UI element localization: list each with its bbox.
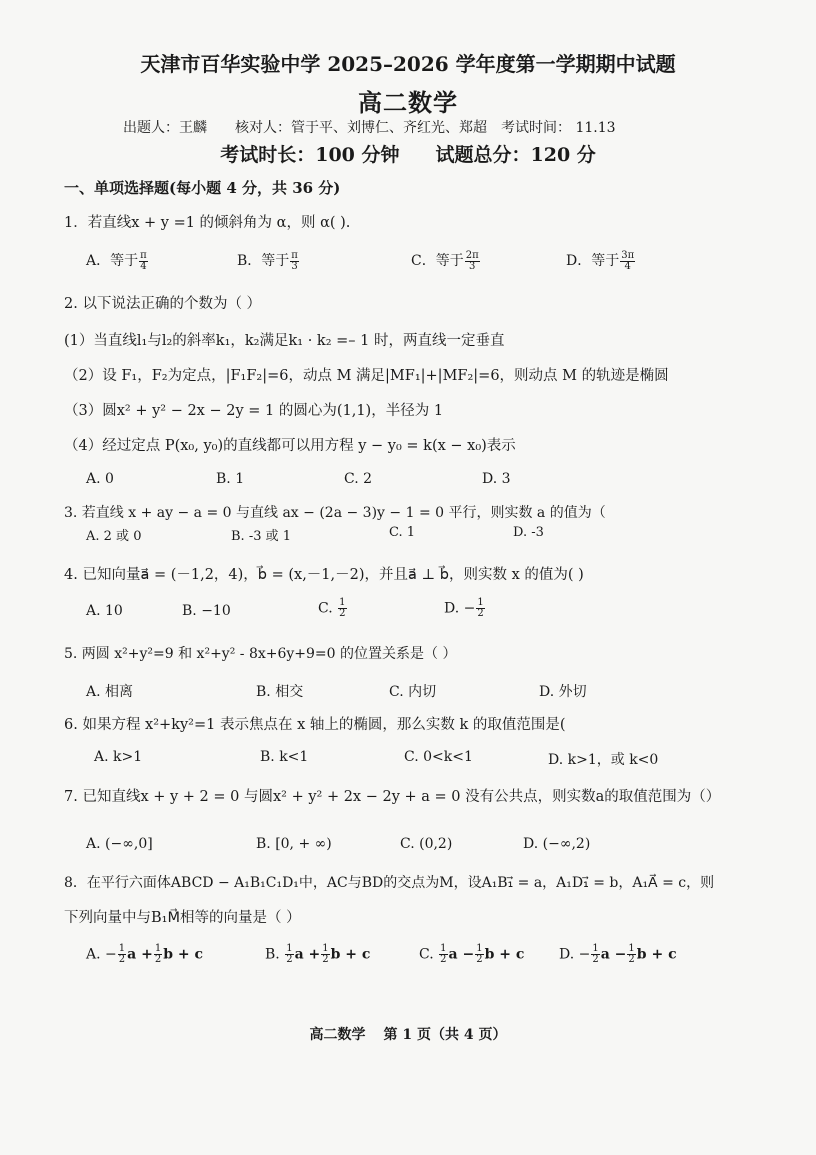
author-info: 出题人：王麟 <box>123 120 207 136</box>
q1-stem: 1．若直线x + y =1 的倾斜角为 α，则 α( ). <box>64 215 351 231</box>
q8-stem-line1: 8．在平行六面体ABCD − A₁B₁C₁D₁中，AC与BD的交点为M，设A₁B₁⃗ = a，A₁D₁⃗ = b，A₁A⃗ = c，则 <box>64 875 715 891</box>
q2-option-c: C. 2 <box>344 471 373 487</box>
footer-subject: 高二数学 <box>309 1027 366 1043</box>
option-label: B．等于 <box>237 253 290 269</box>
page-footer <box>0 1024 816 1044</box>
q3-stem: 3. 若直线 x + ay − a = 0 与直线 ax − (2a − 3)y − 1 = 0 平行，则实数 a 的值为（ <box>64 505 606 521</box>
option-label: A．等于 <box>86 253 139 269</box>
q7-option-a: A. (−∞,0] <box>86 836 153 852</box>
q1-option-c <box>411 250 481 272</box>
q6-stem: 6. 如果方程 x²+ky²=1 表示焦点在 x 轴上的椭圆，那么实数 k 的取值范围是( <box>64 717 566 733</box>
duration-line <box>0 140 816 167</box>
q4-stem: 4. 已知向量a⃗ = (－1,2，4)，b⃗ = (x,－1,－2)，并且a⃗ ⊥ b⃗，则实数 x 的值为( ) <box>64 567 584 583</box>
q2-stem: 2. 以下说法正确的个数为（ ） <box>64 296 262 312</box>
exam-total-score: 试题总分：120 分 <box>435 144 596 166</box>
fraction: $\frac{1}{2}$ <box>154 943 162 965</box>
q7-stem: 7. 已知直线x + y + 2 = 0 与圆x² + y² + 2x − 2y + a = 0 没有公共点，则实数a的取值范围为（） <box>64 789 721 805</box>
q6-option-c: C. 0<k<1 <box>404 749 473 765</box>
fraction: $\frac{1}{2}$ <box>118 943 126 965</box>
fraction: $\frac{1}{2}$ <box>628 943 635 965</box>
q8-option-a: A. − $\frac{1}{2}$ a + $\frac{1}{2}$ b + c <box>86 943 203 965</box>
q3-option-c: C. 1 <box>389 525 416 540</box>
option-label: D．等于 <box>566 253 620 269</box>
exam-subject: 高二数学 <box>358 88 458 117</box>
q2-statement-2: （2）设 F₁，F₂为定点，|F₁F₂|=6，动点 M 满足|MF₁|+|MF₂|=6，则动点 M 的轨迹是椭圆 <box>64 368 669 384</box>
fraction: $\frac{\pi}{4}$ <box>140 249 147 272</box>
q4-option-b: B. −10 <box>182 603 231 619</box>
page-number: 第 1 页（共 4 页） <box>383 1027 507 1043</box>
fraction: $\frac{1}{2}$ <box>476 943 483 965</box>
fraction: $\frac{1}{2}$ <box>286 943 293 965</box>
fraction: $\frac{\pi}{3}$ <box>291 249 298 272</box>
q5-option-d: D. 外切 <box>539 684 587 700</box>
q3-option-b: B. -3 或 1 <box>231 529 292 544</box>
exam-date: 考试时间： 11.13 <box>501 120 616 136</box>
q5-option-c: C. 内切 <box>389 684 437 700</box>
fraction: $\frac{1}{2}$ <box>339 597 346 619</box>
exam-duration: 考试时长：100 分钟 <box>220 144 400 166</box>
q6-option-a: A. k>1 <box>94 749 143 765</box>
q5-stem: 5. 两圆 x²+y²=9 和 x²+y² - 8x+6y+9=0 的位置关系是（ ） <box>64 646 457 662</box>
q5-option-b: B. 相交 <box>256 684 304 700</box>
q4-option-a: A. 10 <box>86 603 123 619</box>
q2-option-a: A. 0 <box>86 471 114 487</box>
q4-option-d: D. − $\frac{1}{2}$ <box>444 597 484 619</box>
q3-option-d: D. -3 <box>513 525 544 540</box>
q6-option-b: B. k<1 <box>260 749 309 765</box>
q1-option-a <box>86 250 149 272</box>
fraction: $\frac{1}{2}$ <box>477 597 484 619</box>
q2-option-b: B. 1 <box>216 471 245 487</box>
q2-option-d: D. 3 <box>482 471 511 487</box>
q1-option-b <box>237 250 300 272</box>
q7-option-c: C. (0,2) <box>400 836 453 852</box>
q8-option-c: C. $\frac{1}{2}$ a − $\frac{1}{2}$ b + c <box>419 943 525 965</box>
fraction: $\frac{3\pi}{4}$ <box>621 249 635 272</box>
exam-title: 天津市百华实验中学 2025–2026 学年度第一学期期中试题 <box>140 52 676 76</box>
fraction: $\frac{1}{2}$ <box>592 943 599 965</box>
q8-stem-line2: 下列向量中与B₁M⃗相等的向量是（ ） <box>64 910 301 926</box>
q2-statement-3: （3）圆x² + y² − 2x − 2y = 1 的圆心为(1,1)，半径为 1 <box>64 403 444 419</box>
fraction: $\frac{1}{2}$ <box>440 943 447 965</box>
fraction: $\frac{2\pi}{3}$ <box>465 249 479 272</box>
q4-option-c: C. $\frac{1}{2}$ <box>318 597 346 619</box>
q8-option-b: B. $\frac{1}{2}$ a + $\frac{1}{2}$ b + c <box>265 943 371 965</box>
q6-option-d: D. k>1，或 k<0 <box>548 752 659 768</box>
q2-statement-1: (1）当直线l₁与l₂的斜率k₁，k₂满足k₁ · k₂ =– 1 时，两直线一定垂直 <box>64 333 505 349</box>
q5-option-a: A. 相离 <box>86 684 134 700</box>
option-label: C．等于 <box>411 253 464 269</box>
checker-info: 核对人：管于平、刘博仁、齐红光、郑超 <box>235 120 487 136</box>
q3-option-a: A. 2 或 0 <box>86 529 142 544</box>
q8-option-d: D. − $\frac{1}{2}$ a − $\frac{1}{2}$ b + c <box>559 943 677 965</box>
q7-option-b: B. [0, + ∞) <box>256 836 332 852</box>
staff-line <box>123 117 616 137</box>
fraction: $\frac{1}{2}$ <box>322 943 329 965</box>
q1-option-d <box>566 250 636 272</box>
q7-option-d: D. (−∞,2) <box>523 836 591 852</box>
section-title: 一、单项选择题(每小题 4 分，共 36 分) <box>64 179 341 197</box>
q2-statement-4: （4）经过定点 P(x₀, y₀)的直线都可以用方程 y − y₀ = k(x − x₀)表示 <box>64 438 516 454</box>
